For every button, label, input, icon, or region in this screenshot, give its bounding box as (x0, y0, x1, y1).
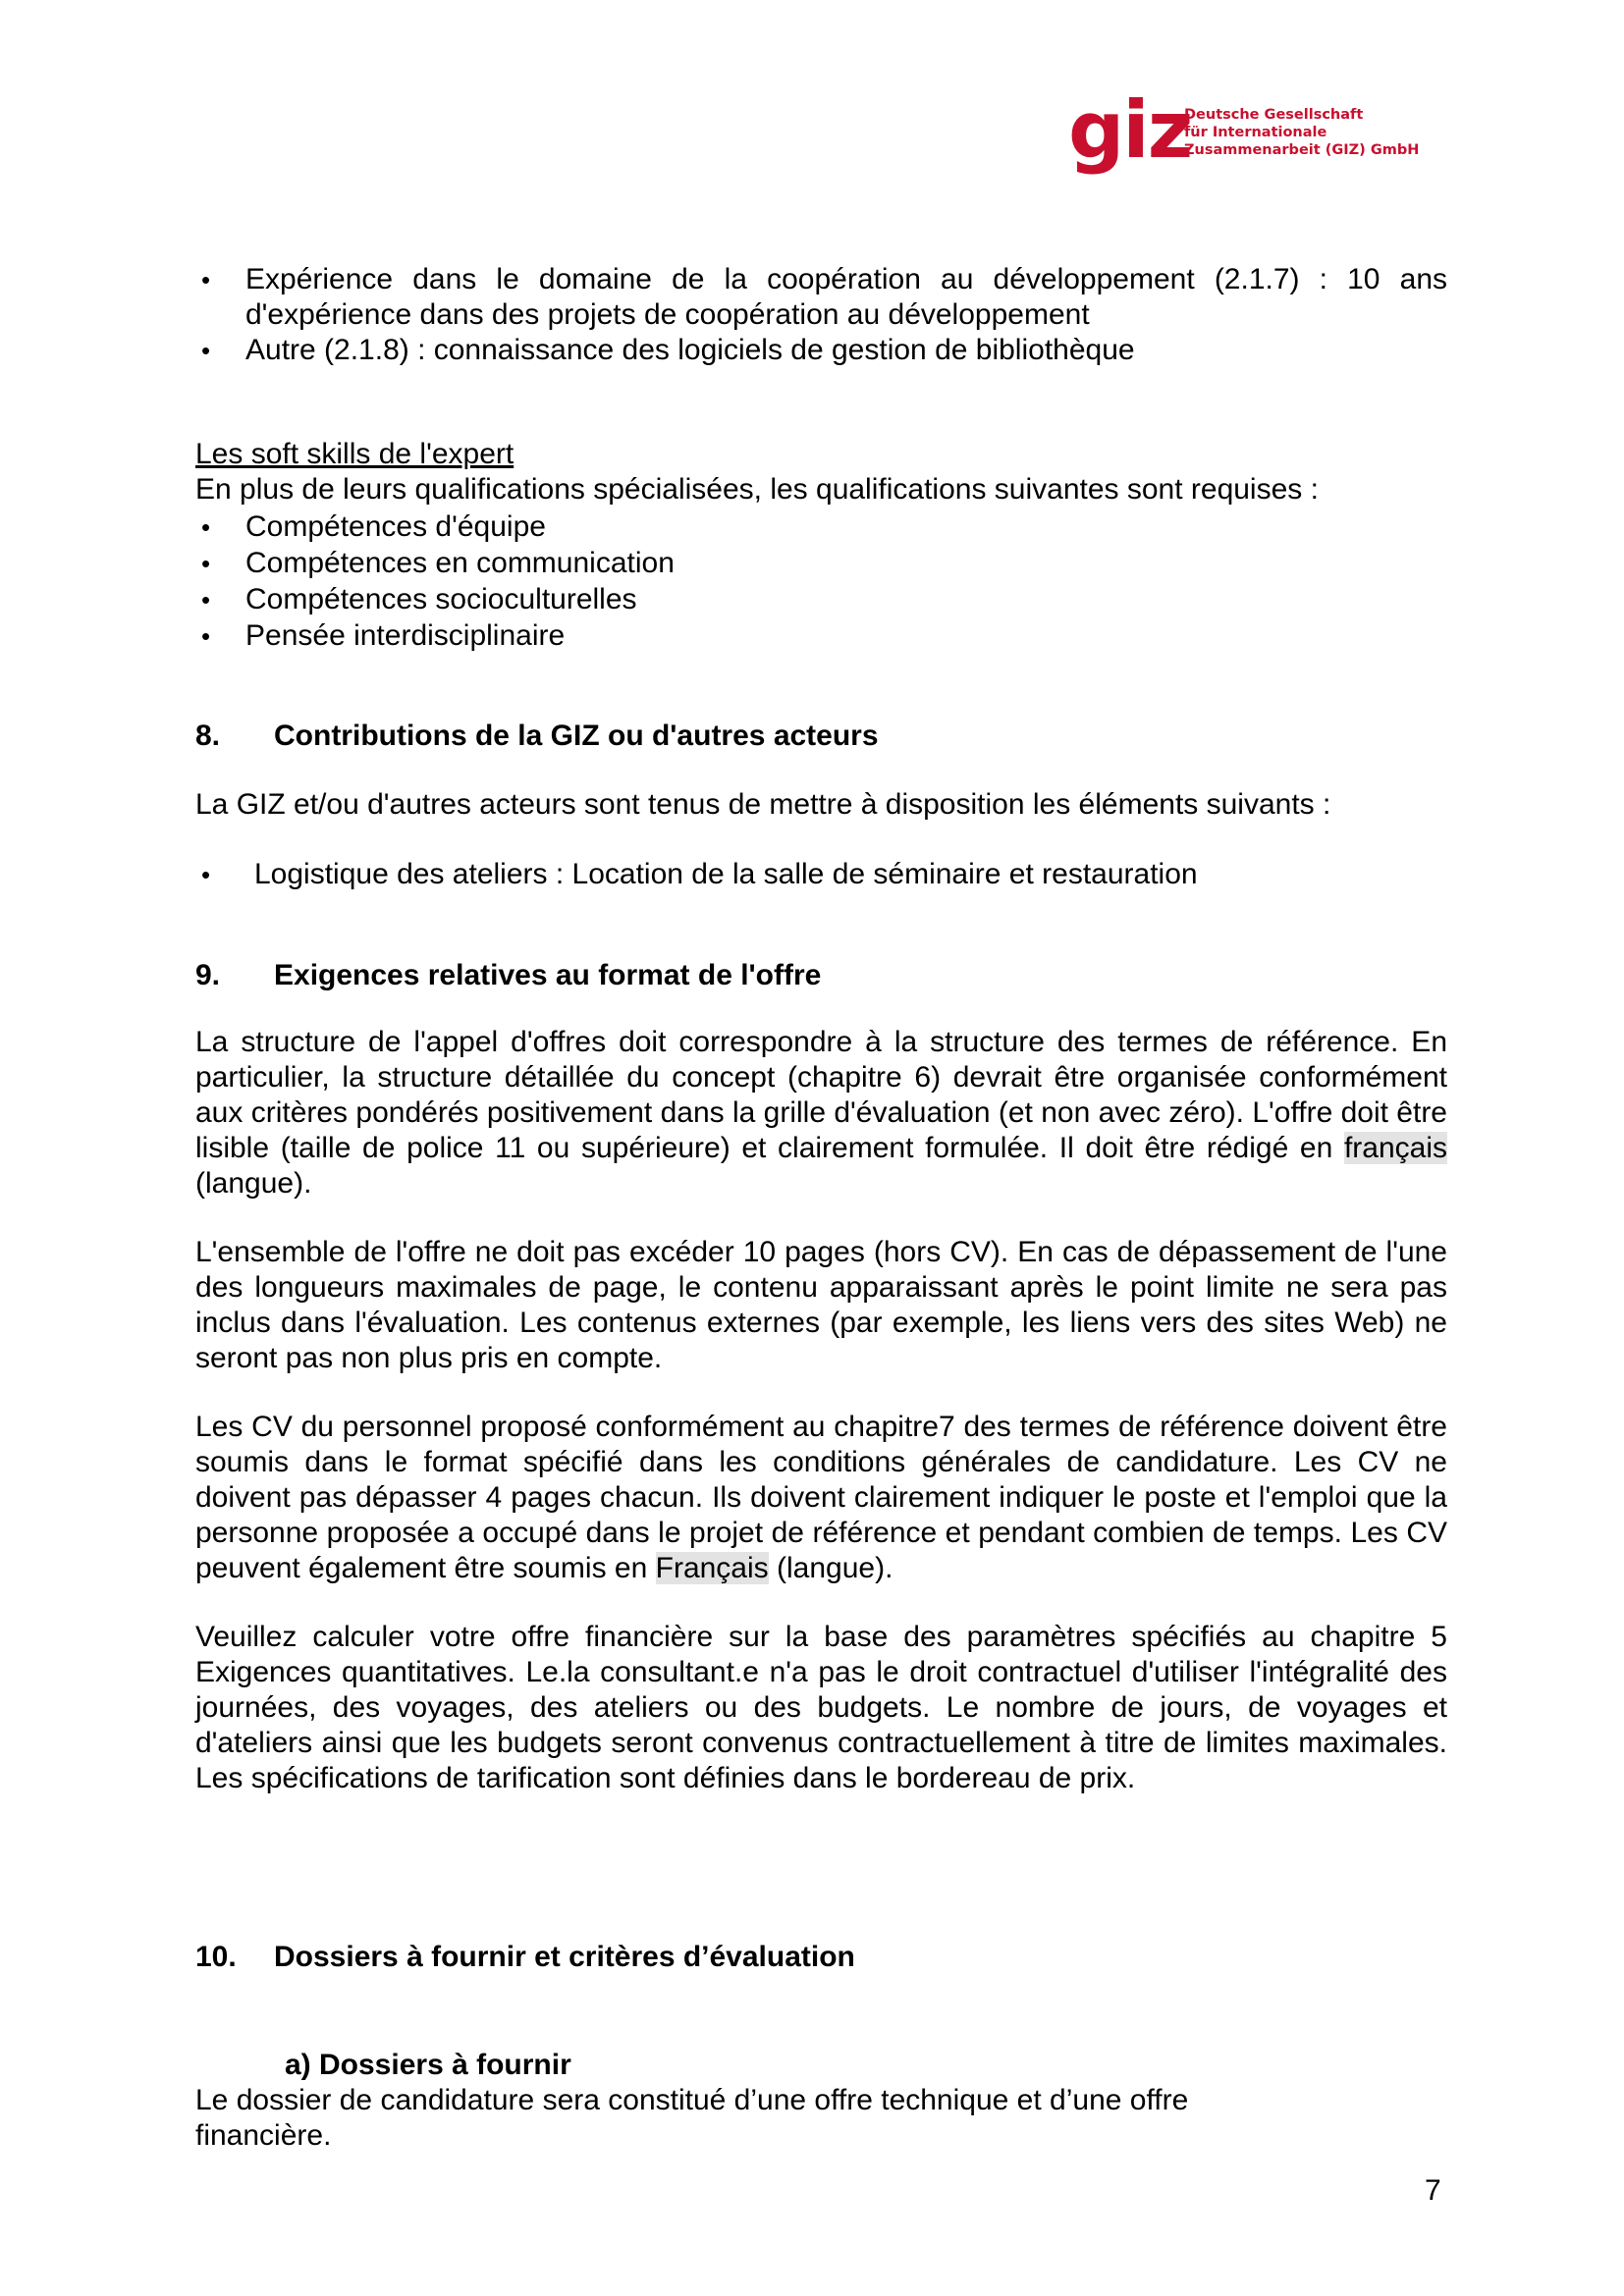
experience-bullet-list (195, 262, 1447, 368)
highlighted-word: français (1343, 1132, 1447, 1164)
list-item: • Expérience dans le domaine de la coopération au développement (2.1.7) : 10 ans d'expérience dans des projets de coopération au développement (195, 262, 1447, 333)
list-item: • Logistique des ateliers : Location de la salle de séminaire et restauration (195, 857, 1447, 892)
section-title: Dossiers à fournir et critères d’évaluation (274, 1941, 855, 1973)
section-title: Exigences relatives au format de l'offre (274, 959, 822, 991)
section-9-heading (195, 958, 1447, 993)
paragraph-text: (langue). (195, 1167, 312, 1200)
document-body (195, 262, 1447, 2154)
section-number: 9. (195, 959, 221, 991)
section-number: 8. (195, 720, 221, 752)
section-9-paragraph-3 (195, 1410, 1447, 1586)
giz-logo-mark: giz (1068, 84, 1192, 176)
section-10-heading (195, 1940, 1447, 1975)
highlighted-word: Français (655, 1552, 769, 1584)
logo-line: Zusammenarbeit (GIZ) GmbH (1184, 142, 1420, 158)
logo-line: Deutsche Gesellschaft (1184, 107, 1364, 123)
soft-skills-list (195, 509, 1447, 654)
section-title: Contributions de la GIZ ou d'autres acteurs (274, 720, 879, 752)
page-number: 7 (1425, 2174, 1441, 2207)
soft-skills-intro: En plus de leurs qualifications spécialisées, les qualifications suivantes sont requises : (195, 473, 1319, 506)
list-item: • Autre (2.1.8) : connaissance des logiciels de gestion de bibliothèque (195, 333, 1447, 368)
section-8-list (195, 857, 1447, 892)
list-item: • Compétences en communication (195, 546, 1447, 581)
paragraph-text: La structure de l'appel d'offres doit correspondre à la structure des termes de référence. En particulier, la structure détaillée du concept (chapitre 6) devrait être organisée conformément aux critères pondérés positivement dans la grille d'évaluation (et non avec zéro). L'offre doit être lisible (taille de police 11 ou supérieure) et clairement formulée. Il doit être rédigé en (195, 1026, 1447, 1164)
section-9-paragraph-2: L'ensemble de l'offre ne doit pas excéder 10 pages (hors CV). En cas de dépassement de l'une des longueurs maximales de page, le contenu apparaissant après le point limite ne sera pas inclus dans l'évaluation. Les contenus externes (par exemple, les liens vers des sites Web) ne seront pas non plus pris en compte. (195, 1236, 1447, 1374)
list-item: • Pensée interdisciplinaire (195, 618, 1447, 654)
section-9-paragraph-1 (195, 1025, 1447, 1201)
paragraph-text: Les CV du personnel proposé conformément au chapitre7 des termes de référence doivent être soumis dans le format spécifié dans les conditions générales de candidature. Les CV ne doivent pas dépasser 4 pages chacun. Ils doivent clairement indiquer le poste et l'emploi que la personne proposée a occupé dans le projet de référence et pendant combien de temps. Les CV peuvent également être soumis en (195, 1411, 1447, 1584)
subsection-a-title: a) Dossiers à fournir (285, 2049, 571, 2081)
paragraph-text: (langue). (768, 1552, 893, 1584)
list-item: • Compétences d'équipe (195, 509, 1447, 545)
section-number: 10. (195, 1941, 237, 1973)
section-8-heading (195, 719, 1447, 754)
logo-line: für Internationale (1184, 125, 1327, 140)
section-9-paragraph-4: Veuillez calculer votre offre financière sur la base des paramètres spécifiés au chapitre 5 Exigences quantitatives. Le.la consultant.e n'a pas le droit contractuel d'utiliser l'intégralité des journées, des voyages, des ateliers ou des budgets. Le nombre de jours, de voyages et d'ateliers ainsi que les budgets seront convenus contractuellement à titre de limites maximales. Les spécifications de tarification sont définies dans le bordereau de prix. (195, 1621, 1447, 1794)
list-item: • Compétences socioculturelles (195, 582, 1447, 617)
soft-skills-title: Les soft skills de l'expert (195, 438, 514, 470)
section-8-intro: La GIZ et/ou d'autres acteurs sont tenus de mettre à disposition les éléments suivants : (195, 788, 1331, 821)
giz-logo (1068, 84, 1420, 184)
subsection-a-text: Le dossier de candidature sera constitué d’une offre technique et d’une offre financière. (195, 2084, 1189, 2152)
giz-logo-text (1184, 106, 1419, 159)
